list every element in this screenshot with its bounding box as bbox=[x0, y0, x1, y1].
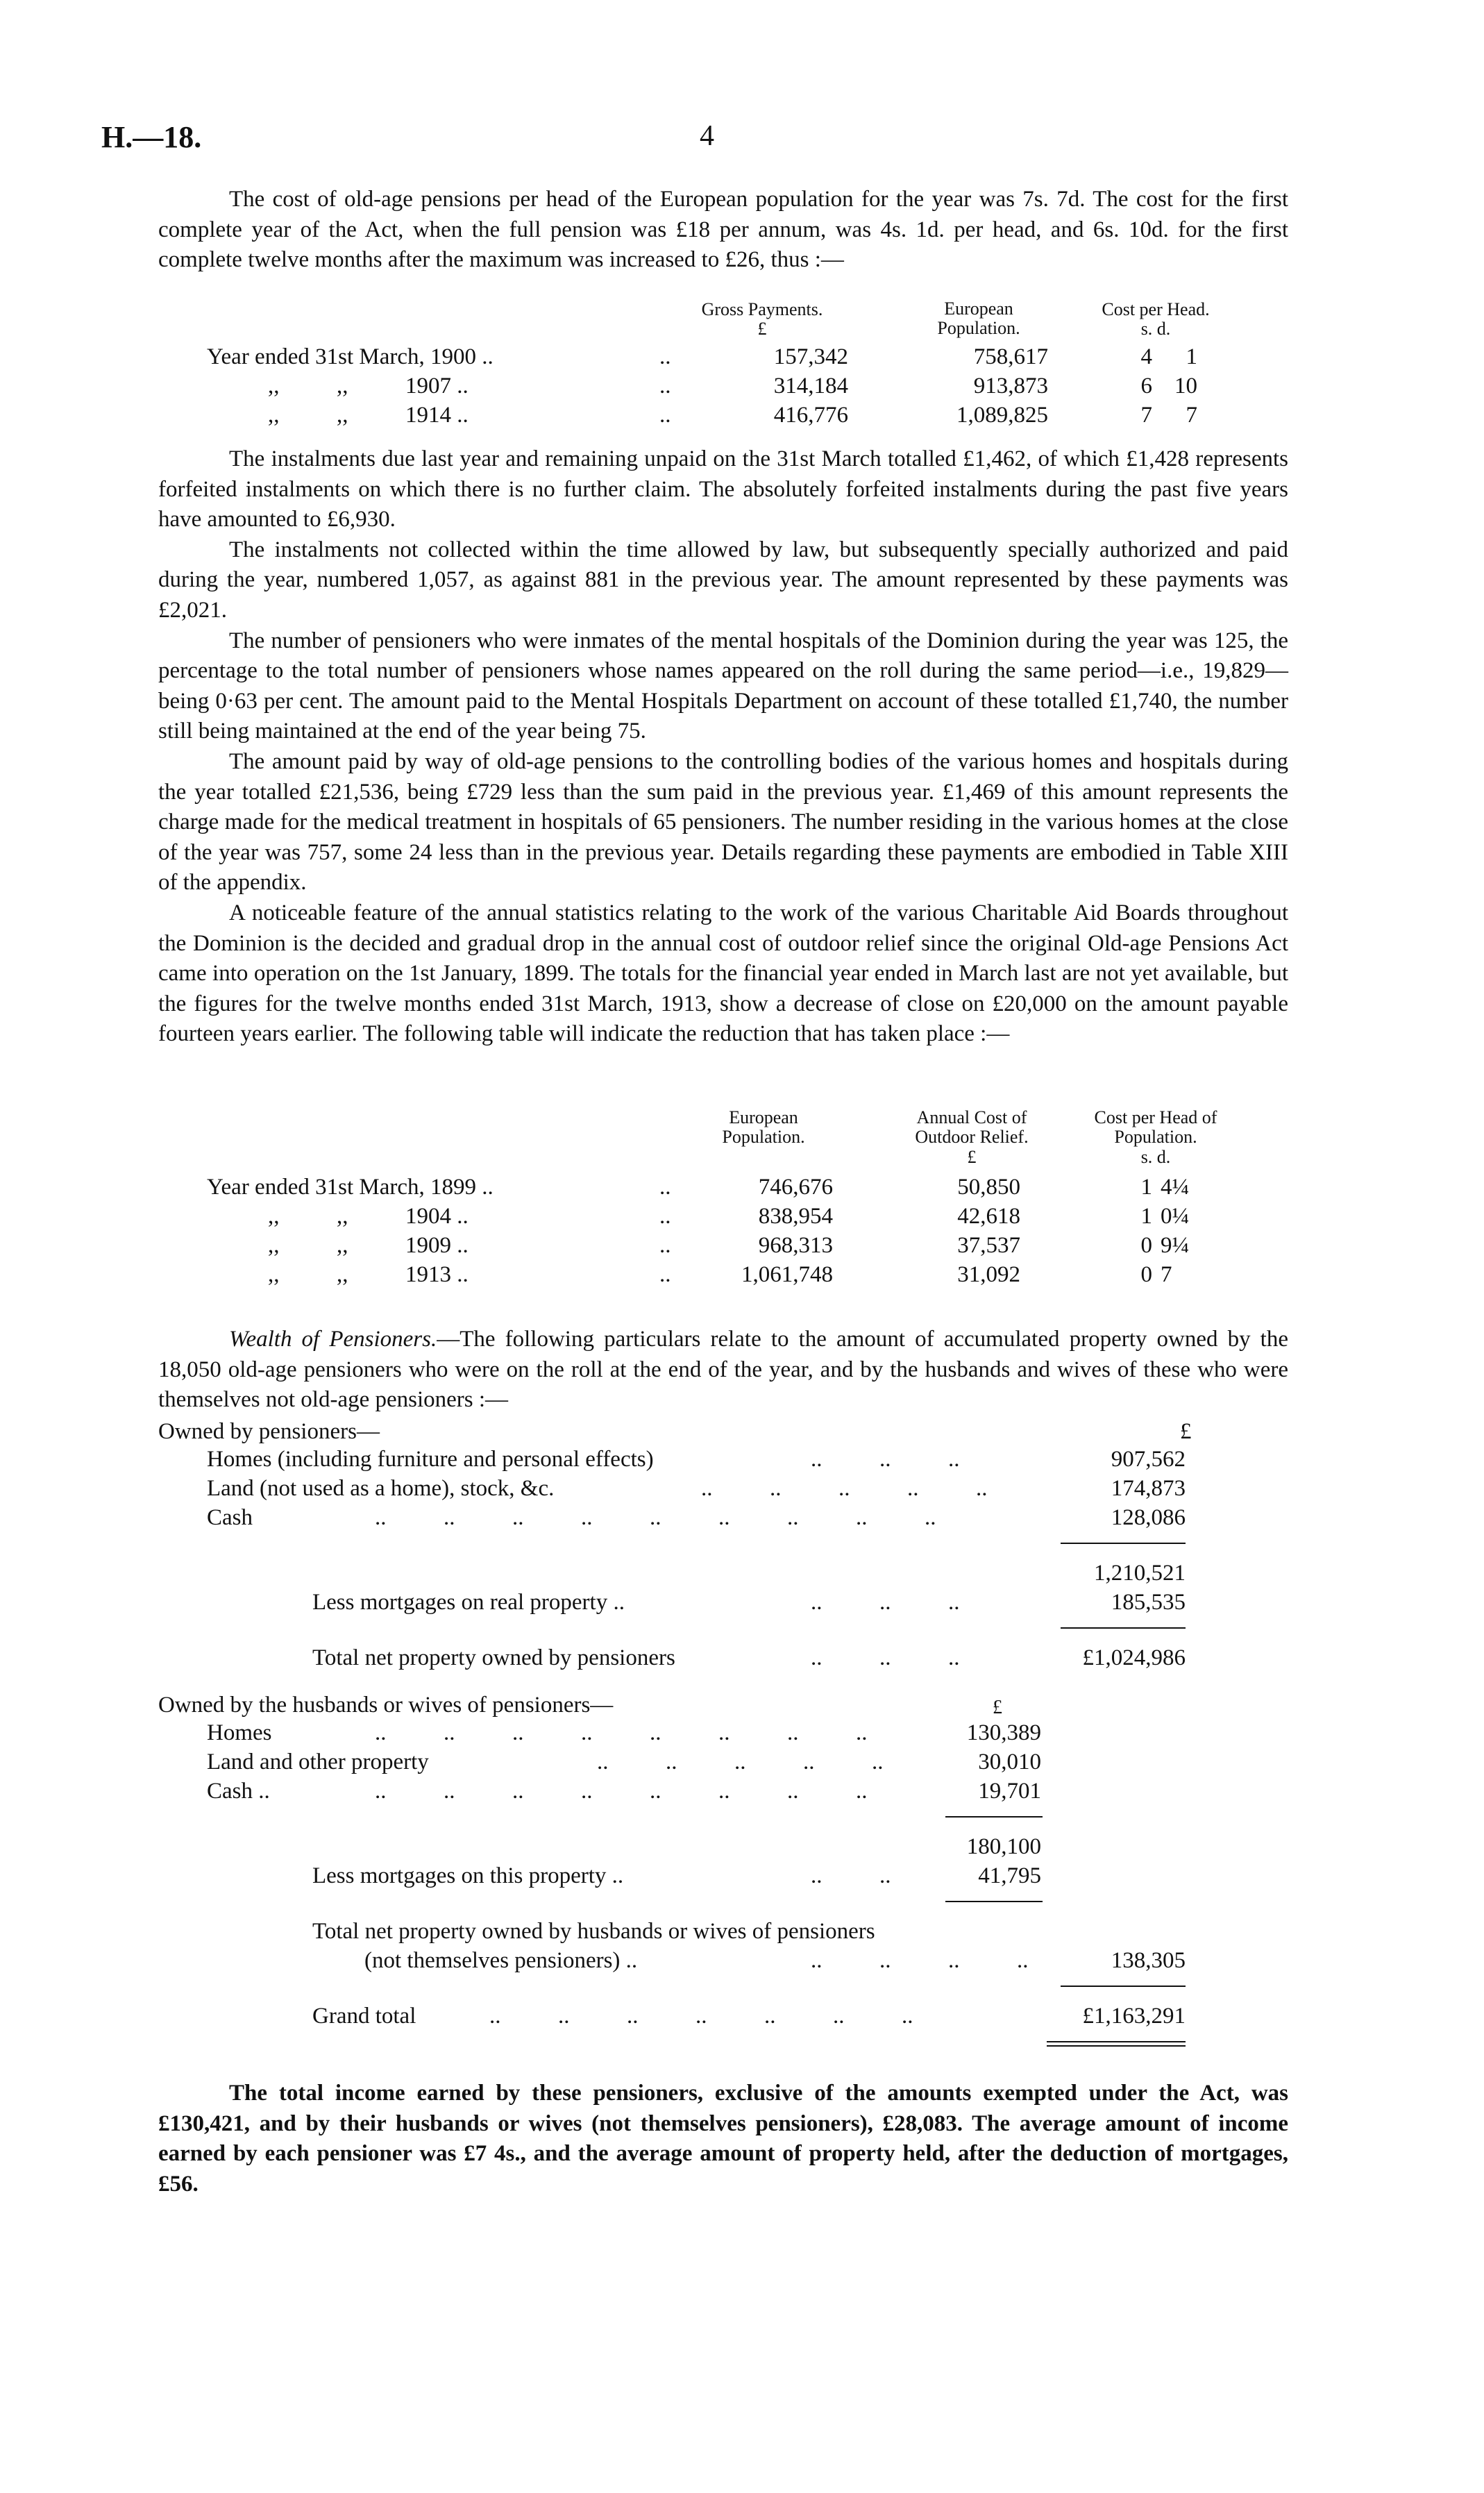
paragraph-group bbox=[158, 444, 1288, 1050]
cost-shillings: 6 bbox=[1140, 373, 1152, 398]
document-code: H.—18. bbox=[101, 120, 202, 154]
spouse-land-value: 30,010 bbox=[978, 1749, 1041, 1774]
relief-value: 50,850 bbox=[957, 1175, 1020, 1200]
spouse-total-value: 138,305 bbox=[1111, 1948, 1186, 1973]
relief-value: 31,092 bbox=[957, 1262, 1020, 1287]
land-label: Land (not used as a home), stock, &c. bbox=[207, 1476, 555, 1501]
spouse-total-label-line1: Total net property owned by husbands or wives of pensioners bbox=[312, 1919, 875, 1944]
spouse-land-label: Land and other property bbox=[207, 1749, 429, 1774]
land-value: 174,873 bbox=[1111, 1476, 1186, 1501]
col-header-european-population: European Population. bbox=[937, 299, 1020, 338]
rule bbox=[1061, 1986, 1186, 1987]
homes-label: Homes (including furniture and personal effects) bbox=[207, 1447, 654, 1472]
spouse-cash-value: 19,701 bbox=[978, 1779, 1041, 1804]
col-header-relief-unit: £ bbox=[967, 1147, 977, 1167]
cost-pence: 1 bbox=[1186, 344, 1197, 369]
cost-pence: 7 bbox=[1186, 403, 1197, 428]
cost-shillings: 4 bbox=[1140, 344, 1152, 369]
spouse-cash-label: Cash .. bbox=[207, 1779, 270, 1804]
cost-shillings: 1 bbox=[1140, 1204, 1152, 1229]
paragraph-not-collected: The instalments not collected within the time allowed by law, but subsequently specially authorized and paid during the year, numbered 1,057, as against 881 in the previous year. The amount represented by these payments was £2,021. bbox=[158, 537, 1288, 623]
leader-dots: .. .. .. bbox=[811, 1447, 960, 1472]
cash-label: Cash bbox=[207, 1505, 253, 1530]
row-label: ,, ,, 1907 .. bbox=[268, 373, 469, 398]
cost-pence: 10 bbox=[1174, 373, 1197, 398]
cost-pence: 7 bbox=[1161, 1262, 1172, 1287]
paragraph-cost-per-head: The cost of old-age pensions per head of the European population for the year was 7s. 7d. The cost for the first complete year of the Act, when the full pension was £18 per annum, was 4s. 1d. per head, and 6s. 10d. for the first complete twelve months after the maximum was increased to £26, thus :— bbox=[158, 187, 1288, 273]
row-label: ,, ,, 1904 .. bbox=[268, 1204, 469, 1229]
population-value: 1,089,825 bbox=[956, 403, 1048, 428]
leader-dots: .. .. .. bbox=[811, 1590, 960, 1615]
grand-total-value: £1,163,291 bbox=[1082, 2004, 1186, 2029]
leader-dots: .. .. .. .. .. .. .. .. .. bbox=[375, 1505, 936, 1530]
paragraph-homes-hospitals: The amount paid by way of old-age pensions to the controlling bodies of the various homes and hospitals during the year totalled £21,536, being £729 less than the sum paid in the previous year. £1,469 of this amount represents the charge made for the medical treatment in hospitals of 65 pensioners. The number residing in the various homes at the close of the year was 757, some 24 less than in the previous year. Details regarding these payments are embodied in Table XIII of the appendix. bbox=[158, 748, 1288, 896]
spouse-total-label-line2: (not themselves pensioners) .. bbox=[364, 1948, 638, 1973]
col-header-cost-per-head: Cost per Head. bbox=[1102, 299, 1210, 319]
owned-by-spouses-heading: Owned by the husbands or wives of pensioners— bbox=[158, 1693, 614, 1718]
leader-dots: .. bbox=[659, 403, 671, 428]
homes-value: 907,562 bbox=[1111, 1447, 1186, 1472]
grand-total-label: Grand total bbox=[312, 2004, 416, 2029]
population-value: 1,061,748 bbox=[741, 1262, 833, 1287]
less-mortgages-label: Less mortgages on real property .. bbox=[312, 1590, 625, 1615]
rule bbox=[1047, 2045, 1186, 2047]
cost-pence: 0¼ bbox=[1161, 1204, 1190, 1229]
row-label: ,, ,, 1909 .. bbox=[268, 1233, 469, 1258]
page-number: 4 bbox=[700, 120, 714, 152]
population-value: 758,617 bbox=[973, 344, 1048, 369]
rule bbox=[945, 1901, 1043, 1902]
paragraph-wealth-of-pensioners bbox=[158, 1325, 1288, 1416]
spouse-less-value: 41,795 bbox=[978, 1863, 1041, 1888]
population-value: 746,676 bbox=[758, 1175, 833, 1200]
leader-dots: .. .. .. .. bbox=[811, 1948, 1029, 1973]
leader-dots: .. bbox=[659, 344, 671, 369]
total-net-value: £1,024,986 bbox=[1082, 1645, 1186, 1670]
leader-dots: .. .. .. .. .. bbox=[701, 1476, 988, 1501]
relief-value: 42,618 bbox=[957, 1204, 1020, 1229]
col-header-cost-unit: s. d. bbox=[1140, 1147, 1171, 1167]
leader-dots: .. .. .. .. .. .. .. .. bbox=[375, 1720, 868, 1745]
gross-payments-value: 416,776 bbox=[773, 403, 848, 428]
cost-shillings: 0 bbox=[1140, 1262, 1152, 1287]
cost-shillings: 0 bbox=[1140, 1233, 1152, 1258]
wealth-heading: Wealth of Pensioners. bbox=[229, 1327, 437, 1352]
cost-shillings: 7 bbox=[1140, 403, 1152, 428]
pounds-unit: £ bbox=[1180, 1419, 1192, 1444]
leader-dots: .. bbox=[659, 1262, 671, 1287]
cash-value: 128,086 bbox=[1111, 1505, 1186, 1530]
leader-dots: .. bbox=[659, 1204, 671, 1229]
col-header-gross-payments: Gross Payments. bbox=[701, 299, 823, 319]
spouse-homes-value: 130,389 bbox=[966, 1720, 1041, 1745]
spouse-subtotal-value: 180,100 bbox=[966, 1834, 1041, 1859]
spouse-less-label: Less mortgages on this property .. bbox=[312, 1863, 624, 1888]
cost-pence: 4¼ bbox=[1161, 1175, 1190, 1200]
row-label: ,, ,, 1914 .. bbox=[268, 403, 469, 428]
population-value: 968,313 bbox=[758, 1233, 833, 1258]
wealth-intro: —The following particulars relate to the amount of accumulated property owned by the 18,050 old-age pensioners who were on the roll at the end of the year, and by the husbands and wives of these who were themselves not old-age pensioners :— bbox=[158, 1327, 1288, 1413]
row-label: Year ended 31st March, 1899 .. bbox=[207, 1175, 494, 1200]
less-mortgages-value: 185,535 bbox=[1111, 1590, 1186, 1615]
leader-dots: .. bbox=[659, 1175, 671, 1200]
leader-dots: .. .. .. .. .. .. .. bbox=[489, 2004, 913, 2029]
leader-dots: .. .. bbox=[811, 1863, 891, 1888]
leader-dots: .. .. .. bbox=[811, 1645, 960, 1670]
spouse-homes-label: Homes bbox=[207, 1720, 272, 1745]
population-value: 913,873 bbox=[973, 373, 1048, 398]
rule bbox=[945, 1816, 1043, 1818]
leader-dots: .. bbox=[659, 373, 671, 398]
rule bbox=[1061, 1543, 1186, 1544]
cost-pence: 9¼ bbox=[1161, 1233, 1190, 1258]
paragraph-mental-hospitals: The number of pensioners who were inmates of the mental hospitals of the Dominion during the year was 125, the percentage to the total number of pensioners whose names appeared on the roll during the same period—i.e., 19,829—being 0·63 per cent. The amount paid to the Mental Hospitals Department on account of these totalled £1,740, the number still being maintained at the end of the year being 75. bbox=[158, 628, 1288, 744]
leader-dots: .. .. .. .. .. .. .. .. bbox=[375, 1779, 868, 1804]
gross-payments-value: 157,342 bbox=[773, 344, 848, 369]
col-header-gross-payments-unit: £ bbox=[757, 319, 767, 339]
col-header-cost-unit: s. d. bbox=[1140, 319, 1171, 339]
rule bbox=[1047, 2041, 1186, 2042]
row-label: ,, ,, 1913 .. bbox=[268, 1262, 469, 1287]
cost-shillings: 1 bbox=[1140, 1175, 1152, 1200]
paragraph-income: The total income earned by these pensioners, exclusive of the amounts exempted under the Act, was £130,421, and by their husbands or wives (not themselves pensioners), £28,083. The average amount of income earned by each pensioner was £7 4s., and the average amount of property held, after the deduction of mortgages, £56. bbox=[158, 2081, 1288, 2197]
population-value: 838,954 bbox=[758, 1204, 833, 1229]
spouse-pounds-unit: £ bbox=[993, 1697, 1002, 1718]
col-header-cost-per-head: Cost per Head of Population. bbox=[1094, 1107, 1217, 1147]
col-header-european-population: European Population. bbox=[722, 1107, 805, 1147]
gross-payments-value: 314,184 bbox=[773, 373, 848, 398]
paragraph-instalments: The instalments due last year and remaining unpaid on the 31st March totalled £1,462, of which £1,428 represents forfeited instalments on which there is no further claim. The absolutely forfeited instalments during the past five years have amounted to £6,930. bbox=[158, 446, 1288, 532]
relief-value: 37,537 bbox=[957, 1233, 1020, 1258]
leader-dots: .. .. .. .. .. bbox=[597, 1749, 884, 1774]
total-net-label: Total net property owned by pensioners bbox=[312, 1645, 675, 1670]
leader-dots: .. bbox=[659, 1233, 671, 1258]
col-header-outdoor-relief: Annual Cost of Outdoor Relief. bbox=[915, 1107, 1029, 1147]
subtotal-value: 1,210,521 bbox=[1094, 1561, 1186, 1586]
row-label: Year ended 31st March, 1900 .. bbox=[207, 344, 494, 369]
owned-by-pensioners-heading: Owned by pensioners— bbox=[158, 1419, 380, 1444]
paragraph-charitable-aid: A noticeable feature of the annual statistics relating to the work of the various Charitable Aid Boards throughout the Dominion is the decided and gradual drop in the annual cost of outdoor relief since the original Old-age Pensions Act came into operation on the 1st January, 1899. The totals for the financial year ended in March last are not yet available, but the figures for the twelve months ended 31st March, 1913, show a decrease of close on £20,000 on the amount payable fourteen years earlier. The following table will indicate the reduction that has taken place :— bbox=[158, 900, 1288, 1047]
rule bbox=[1061, 1627, 1186, 1629]
